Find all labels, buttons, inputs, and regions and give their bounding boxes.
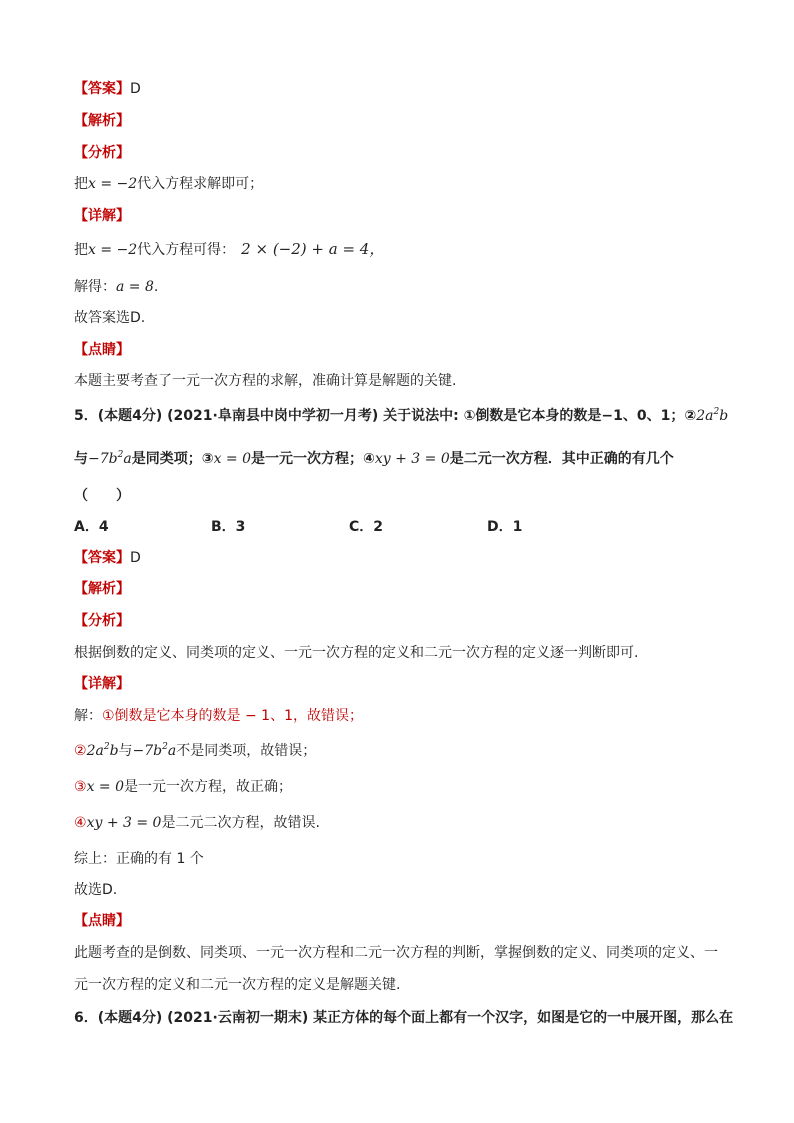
expression: $-7b^2a$ <box>88 450 132 467</box>
fenxi-tag-q5: 【分析】 <box>74 613 130 629</box>
expression: xy + 3 = 0 <box>374 451 450 467</box>
equation: 2 × (−2) + a = 4， <box>241 240 385 258</box>
q5-paren: （ ） <box>74 488 130 504</box>
detail-tag-q4: 【详解】 <box>74 208 130 224</box>
comment-tag-q5: 【点睛】 <box>74 913 130 929</box>
summary-line: 综上：正确的有 1 个 <box>74 851 204 867</box>
comment-text-q5-2: 元一次方程的定义和二元一次方程的定义是解题关键. <box>74 977 401 993</box>
detail-text-q4: 把x = −2代入方程可得： 2 × (−2) + a = 4， <box>74 240 385 258</box>
q6-stem: 6．(本题4分) (2021·云南初一期末) 某正方体的每个面上都有一个汉字，如图是它的一中展开图，那么在 <box>74 1010 734 1026</box>
solve-line-q4: 解得：a = 8. <box>74 279 159 295</box>
equation: a = 8 <box>116 279 154 295</box>
choose-line-q5: 故选D. <box>74 882 118 898</box>
fenxi-text-q5: 根据倒数的定义、同类项的定义、一元一次方程的定义和二元一次方程的定义逐一判断即可. <box>74 645 639 661</box>
answer-value: D <box>130 550 141 566</box>
q5-stem-line2: 与$-7b^2a$是同类项；③x = 0是一元一次方程；④xy + 3 = 0是二元一次方程．其中正确的有几个 <box>74 450 674 467</box>
analysis-tag-q5: 【解析】 <box>74 581 130 597</box>
sol-line3: ③x = 0是一元一次方程，故正确； <box>74 779 292 795</box>
option-a: A．4 <box>74 519 109 535</box>
expression: xy + 3 = 0 <box>86 815 162 831</box>
expression: x = 0 <box>86 779 124 795</box>
analysis-tag-q4: 【解析】 <box>74 113 130 129</box>
fenxi-tag-q4: 【分析】 <box>74 145 130 161</box>
sol-line1: 解：①倒数是它本身的数是 − 1、1，故错误； <box>74 708 363 724</box>
answer-line-q4 <box>74 80 141 98</box>
sol-line2: $②2a^2b$与$-7b^2a$不是同类项，故错误； <box>74 742 317 759</box>
answer-tag: 【答案】 <box>74 550 130 566</box>
comment-text-q4: 本题主要考查了一元一次方程的求解，准确计算是解题的关键. <box>74 373 457 389</box>
detail-tag-q5: 【详解】 <box>74 676 130 692</box>
answer-tag: 【答案】 <box>74 81 130 97</box>
expression: x = 0 <box>213 451 251 467</box>
equation: x = −2 <box>88 242 138 258</box>
choose-line-q4: 故答案选D. <box>74 310 146 326</box>
option-d: D．1 <box>487 519 523 535</box>
expression: $-7b^2a$ <box>132 742 177 759</box>
option-b: B．3 <box>211 519 246 535</box>
answer-value: D <box>130 81 141 97</box>
equation: x = −2 <box>88 176 138 192</box>
sol-line4: ④xy + 3 = 0是二元二次方程，故错误. <box>74 815 320 831</box>
option-c: C．2 <box>349 519 384 535</box>
fenxi-text-q4: 把x = −2代入方程求解即可； <box>74 176 264 192</box>
q5-stem-line1: 5．(本题4分) (2021·阜南县中岗中学初一月考) 关于说法中: ①倒数是它本身的数是−1、0、1；$②2a^2b$ <box>74 407 729 424</box>
expression: $2a^2b$ <box>696 407 729 424</box>
answer-line-q5 <box>74 549 141 567</box>
comment-text-q5-1: 此题考查的是倒数、同类项、一元一次方程和二元一次方程的判断，掌握倒数的定义、同类项的定义、一 <box>74 945 718 961</box>
comment-tag-q4: 【点睛】 <box>74 342 130 358</box>
expression: $2a^2b$ <box>86 742 119 759</box>
